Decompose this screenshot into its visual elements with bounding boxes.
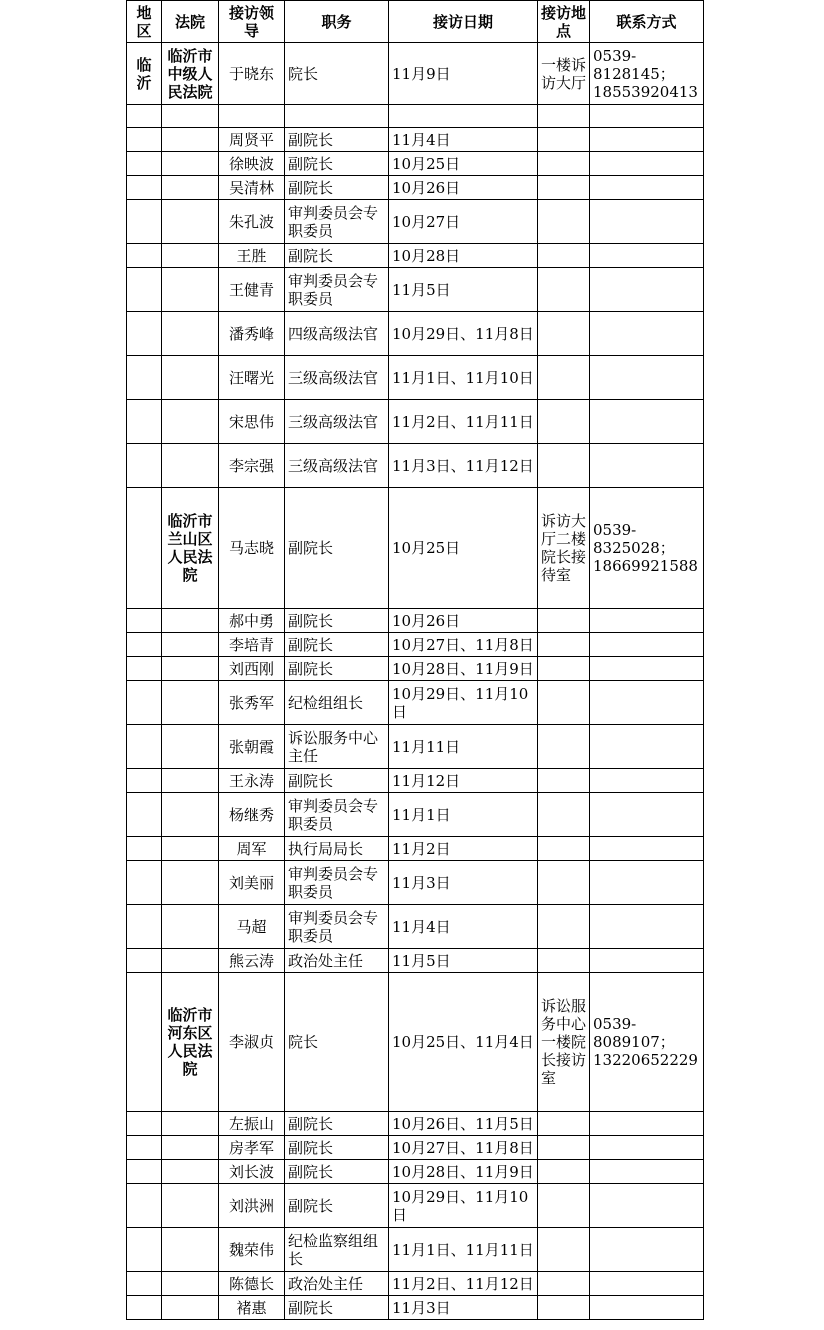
location-cell [538, 769, 590, 793]
contact-cell: 0539-8128145；18553920413 [590, 43, 704, 105]
table-row [127, 152, 704, 176]
position-cell: 副院长 [285, 1136, 389, 1160]
position-cell: 副院长 [285, 152, 389, 176]
court-cell [162, 793, 219, 837]
contact-cell [590, 152, 704, 176]
position-cell: 政治处主任 [285, 949, 389, 973]
region-cell [127, 1184, 162, 1228]
date-cell: 11月1日、11月10日 [389, 356, 538, 400]
leader-cell: 宋思伟 [219, 400, 285, 444]
contact-cell [590, 905, 704, 949]
location-cell [538, 633, 590, 657]
date-cell: 10月27日 [389, 200, 538, 244]
location-cell [538, 356, 590, 400]
date-cell: 11月2日、11月12日 [389, 1272, 538, 1296]
date-cell: 10月25日 [389, 488, 538, 609]
region-cell [127, 268, 162, 312]
table-row [127, 837, 704, 861]
table-row [127, 400, 704, 444]
date-cell [389, 105, 538, 128]
contact-cell [590, 633, 704, 657]
leader-cell: 房孝军 [219, 1136, 285, 1160]
location-cell [538, 400, 590, 444]
contact-cell [590, 861, 704, 905]
contact-cell [590, 725, 704, 769]
position-cell: 三级高级法官 [285, 444, 389, 488]
contact-cell [590, 609, 704, 633]
date-cell: 11月2日、11月11日 [389, 400, 538, 444]
table-row [127, 444, 704, 488]
position-cell: 政治处主任 [285, 1272, 389, 1296]
court-cell [162, 268, 219, 312]
date-cell: 10月26日、11月5日 [389, 1112, 538, 1136]
date-cell: 11月3日、11月12日 [389, 444, 538, 488]
table-row [127, 1272, 704, 1296]
table-row [127, 176, 704, 200]
leader-cell: 周贤平 [219, 128, 285, 152]
court-cell [162, 152, 219, 176]
header-location: 接访地点 [538, 1, 590, 43]
position-cell: 院长 [285, 973, 389, 1112]
contact-cell [590, 837, 704, 861]
table-row [127, 861, 704, 905]
contact-cell [590, 1184, 704, 1228]
court-cell [162, 1136, 219, 1160]
location-cell [538, 1112, 590, 1136]
location-cell [538, 1228, 590, 1272]
contact-cell [590, 1160, 704, 1184]
leader-cell [219, 105, 285, 128]
table-row [127, 725, 704, 769]
contact-cell [590, 356, 704, 400]
position-cell: 纪检组组长 [285, 681, 389, 725]
court-cell [162, 1296, 219, 1320]
court-cell [162, 400, 219, 444]
region-cell [127, 244, 162, 268]
region-cell [127, 1136, 162, 1160]
region-cell [127, 356, 162, 400]
court-cell [162, 1112, 219, 1136]
position-cell: 副院长 [285, 1112, 389, 1136]
court-cell [162, 949, 219, 973]
region-cell [127, 657, 162, 681]
date-cell: 10月29日、11月10日 [389, 1184, 538, 1228]
location-cell [538, 1184, 590, 1228]
date-cell: 11月3日 [389, 1296, 538, 1320]
contact-cell [590, 444, 704, 488]
region-cell [127, 176, 162, 200]
court-cell [162, 200, 219, 244]
leader-cell: 刘长波 [219, 1160, 285, 1184]
date-cell: 11月11日 [389, 725, 538, 769]
region-cell [127, 633, 162, 657]
date-cell: 10月28日 [389, 244, 538, 268]
region-cell [127, 681, 162, 725]
leader-cell: 郝中勇 [219, 609, 285, 633]
location-cell [538, 1136, 590, 1160]
date-cell: 11月5日 [389, 268, 538, 312]
header-date: 接访日期 [389, 1, 538, 43]
court-cell [162, 769, 219, 793]
location-cell [538, 1272, 590, 1296]
region-cell [127, 1112, 162, 1136]
region-cell [127, 949, 162, 973]
location-cell [538, 949, 590, 973]
court-cell [162, 633, 219, 657]
location-cell [538, 152, 590, 176]
leader-cell: 马志晓 [219, 488, 285, 609]
region-cell [127, 152, 162, 176]
contact-cell [590, 1112, 704, 1136]
reception-schedule-table [126, 0, 704, 1320]
table-row [127, 973, 704, 1112]
leader-cell: 熊云涛 [219, 949, 285, 973]
leader-cell: 李淑贞 [219, 973, 285, 1112]
contact-cell [590, 1296, 704, 1320]
contact-cell [590, 244, 704, 268]
position-cell: 副院长 [285, 633, 389, 657]
leader-cell: 周军 [219, 837, 285, 861]
table-row [127, 1136, 704, 1160]
header-contact: 联系方式 [590, 1, 704, 43]
table-row [127, 268, 704, 312]
header-region: 地区 [127, 1, 162, 43]
contact-cell [590, 128, 704, 152]
region-cell [127, 793, 162, 837]
position-cell: 副院长 [285, 244, 389, 268]
table-row [127, 1296, 704, 1320]
header-row [127, 1, 704, 43]
contact-cell [590, 105, 704, 128]
court-cell: 临沂市河东区人民法院 [162, 973, 219, 1112]
region-cell [127, 725, 162, 769]
position-cell: 审判委员会专职委员 [285, 793, 389, 837]
contact-cell [590, 949, 704, 973]
leader-cell: 王胜 [219, 244, 285, 268]
position-cell: 审判委员会专职委员 [285, 905, 389, 949]
position-cell: 纪检监察组组长 [285, 1228, 389, 1272]
leader-cell: 吴清林 [219, 176, 285, 200]
location-cell [538, 681, 590, 725]
date-cell: 11月12日 [389, 769, 538, 793]
region-cell [127, 200, 162, 244]
table-row [127, 312, 704, 356]
position-cell: 副院长 [285, 1296, 389, 1320]
court-cell: 临沂市兰山区人民法院 [162, 488, 219, 609]
position-cell: 三级高级法官 [285, 400, 389, 444]
region-cell: 临沂 [127, 43, 162, 105]
position-cell: 三级高级法官 [285, 356, 389, 400]
region-cell [127, 1160, 162, 1184]
contact-cell [590, 400, 704, 444]
location-cell [538, 1160, 590, 1184]
location-cell [538, 268, 590, 312]
leader-cell: 王健青 [219, 268, 285, 312]
header-leader: 接访领导 [219, 1, 285, 43]
contact-cell [590, 769, 704, 793]
leader-cell: 王永涛 [219, 769, 285, 793]
position-cell: 四级高级法官 [285, 312, 389, 356]
leader-cell: 李宗强 [219, 444, 285, 488]
region-cell [127, 837, 162, 861]
court-cell [162, 1272, 219, 1296]
table-row [127, 905, 704, 949]
court-cell [162, 657, 219, 681]
location-cell [538, 861, 590, 905]
table-row [127, 105, 704, 128]
table-row [127, 769, 704, 793]
contact-cell [590, 312, 704, 356]
court-cell [162, 356, 219, 400]
table-row [127, 633, 704, 657]
date-cell: 11月5日 [389, 949, 538, 973]
location-cell: 诉访大厅二楼院长接待室 [538, 488, 590, 609]
position-cell: 副院长 [285, 488, 389, 609]
header-position: 职务 [285, 1, 389, 43]
date-cell: 10月28日、11月9日 [389, 1160, 538, 1184]
position-cell: 审判委员会专职委员 [285, 200, 389, 244]
location-cell [538, 105, 590, 128]
position-cell: 副院长 [285, 609, 389, 633]
table-row [127, 488, 704, 609]
leader-cell: 左振山 [219, 1112, 285, 1136]
region-cell [127, 128, 162, 152]
position-cell: 副院长 [285, 1184, 389, 1228]
contact-cell [590, 1136, 704, 1160]
table-row [127, 681, 704, 725]
region-cell [127, 861, 162, 905]
position-cell: 诉讼服务中心主任 [285, 725, 389, 769]
region-cell [127, 609, 162, 633]
court-cell [162, 837, 219, 861]
leader-cell: 刘西刚 [219, 657, 285, 681]
leader-cell: 刘洪洲 [219, 1184, 285, 1228]
table-row [127, 1228, 704, 1272]
location-cell [538, 793, 590, 837]
leader-cell: 褚惠 [219, 1296, 285, 1320]
contact-cell [590, 1272, 704, 1296]
court-cell [162, 105, 219, 128]
table-row [127, 356, 704, 400]
table-row [127, 657, 704, 681]
court-cell [162, 861, 219, 905]
date-cell: 10月29日、11月10日 [389, 681, 538, 725]
court-cell [162, 905, 219, 949]
leader-cell: 魏荣伟 [219, 1228, 285, 1272]
court-cell [162, 1160, 219, 1184]
position-cell: 副院长 [285, 176, 389, 200]
contact-cell [590, 793, 704, 837]
leader-cell: 张朝霞 [219, 725, 285, 769]
date-cell: 11月3日 [389, 861, 538, 905]
position-cell: 执行局局长 [285, 837, 389, 861]
position-cell: 院长 [285, 43, 389, 105]
region-cell [127, 105, 162, 128]
leader-cell: 刘美丽 [219, 861, 285, 905]
date-cell: 10月26日 [389, 609, 538, 633]
contact-cell [590, 681, 704, 725]
region-cell [127, 1272, 162, 1296]
region-cell [127, 905, 162, 949]
region-cell [127, 444, 162, 488]
contact-cell [590, 176, 704, 200]
location-cell [538, 609, 590, 633]
date-cell: 11月4日 [389, 128, 538, 152]
table-row [127, 1160, 704, 1184]
table-row [127, 793, 704, 837]
location-cell: 诉讼服务中心一楼院长接访室 [538, 973, 590, 1112]
location-cell [538, 312, 590, 356]
leader-cell: 徐映波 [219, 152, 285, 176]
court-cell [162, 244, 219, 268]
location-cell [538, 128, 590, 152]
date-cell: 11月9日 [389, 43, 538, 105]
leader-cell: 李培青 [219, 633, 285, 657]
court-cell [162, 312, 219, 356]
location-cell: 一楼诉访大厅 [538, 43, 590, 105]
position-cell: 副院长 [285, 128, 389, 152]
court-cell [162, 609, 219, 633]
court-cell [162, 725, 219, 769]
location-cell [538, 444, 590, 488]
table-row [127, 1112, 704, 1136]
contact-cell [590, 200, 704, 244]
location-cell [538, 176, 590, 200]
court-cell [162, 176, 219, 200]
contact-cell [590, 268, 704, 312]
date-cell: 10月29日、11月8日 [389, 312, 538, 356]
contact-cell: 0539-8325028；18669921588 [590, 488, 704, 609]
court-cell [162, 128, 219, 152]
date-cell: 11月1日、11月11日 [389, 1228, 538, 1272]
date-cell: 10月26日 [389, 176, 538, 200]
position-cell: 审判委员会专职委员 [285, 861, 389, 905]
date-cell: 11月2日 [389, 837, 538, 861]
date-cell: 10月27日、11月8日 [389, 633, 538, 657]
contact-cell [590, 657, 704, 681]
position-cell: 审判委员会专职委员 [285, 268, 389, 312]
court-cell [162, 444, 219, 488]
leader-cell: 朱孔波 [219, 200, 285, 244]
location-cell [538, 725, 590, 769]
leader-cell: 潘秀峰 [219, 312, 285, 356]
region-cell [127, 488, 162, 609]
region-cell [127, 1296, 162, 1320]
date-cell: 11月4日 [389, 905, 538, 949]
date-cell: 10月25日、11月4日 [389, 973, 538, 1112]
leader-cell: 陈德长 [219, 1272, 285, 1296]
leader-cell: 于晓东 [219, 43, 285, 105]
location-cell [538, 657, 590, 681]
location-cell [538, 905, 590, 949]
region-cell [127, 400, 162, 444]
table-row [127, 244, 704, 268]
leader-cell: 汪曙光 [219, 356, 285, 400]
header-court: 法院 [162, 1, 219, 43]
contact-cell: 0539-8089107；13220652229 [590, 973, 704, 1112]
date-cell: 10月28日、11月9日 [389, 657, 538, 681]
date-cell: 10月27日、11月8日 [389, 1136, 538, 1160]
location-cell [538, 244, 590, 268]
region-cell [127, 312, 162, 356]
table-row [127, 949, 704, 973]
date-cell: 11月1日 [389, 793, 538, 837]
court-cell [162, 681, 219, 725]
region-cell [127, 973, 162, 1112]
table-row [127, 609, 704, 633]
table-row [127, 1184, 704, 1228]
region-cell [127, 769, 162, 793]
table-row [127, 128, 704, 152]
court-cell [162, 1184, 219, 1228]
position-cell: 副院长 [285, 769, 389, 793]
region-cell [127, 1228, 162, 1272]
leader-cell: 马超 [219, 905, 285, 949]
leader-cell: 张秀军 [219, 681, 285, 725]
contact-cell [590, 1228, 704, 1272]
location-cell [538, 837, 590, 861]
date-cell: 10月25日 [389, 152, 538, 176]
leader-cell: 杨继秀 [219, 793, 285, 837]
location-cell [538, 200, 590, 244]
table-row [127, 200, 704, 244]
position-cell [285, 105, 389, 128]
table-row [127, 43, 704, 105]
court-cell: 临沂市中级人民法院 [162, 43, 219, 105]
position-cell: 副院长 [285, 657, 389, 681]
location-cell [538, 1296, 590, 1320]
court-cell [162, 1228, 219, 1272]
position-cell: 副院长 [285, 1160, 389, 1184]
